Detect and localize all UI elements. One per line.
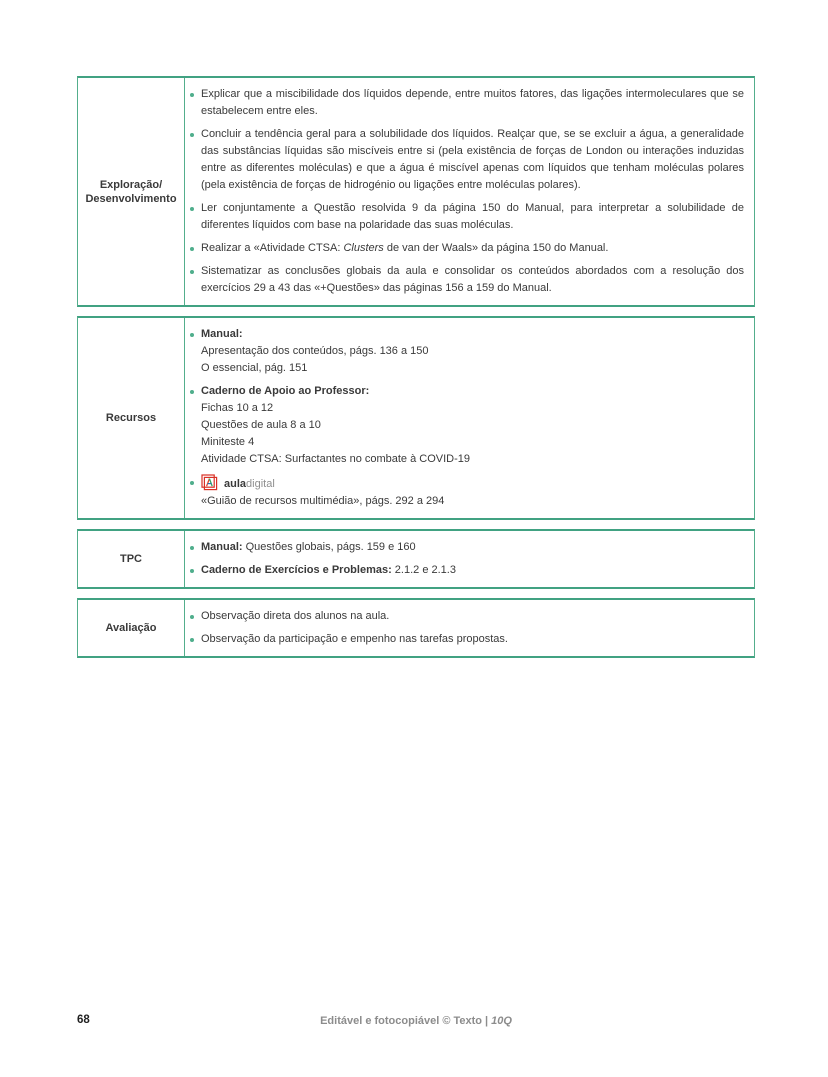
bullet-icon xyxy=(190,638,194,642)
row-label-line: Exploração/ xyxy=(99,178,163,191)
text-run: 2.1.2 e 2.1.3 xyxy=(391,564,456,576)
page-number: 68 xyxy=(77,1014,90,1026)
bullet-subline: «Guião de recursos multimédia», págs. 292 a 294 xyxy=(201,495,445,507)
text-run: Caderno de Exercícios e Problemas: xyxy=(201,564,392,576)
text-run: Clusters xyxy=(343,242,384,254)
bullet-item xyxy=(185,126,744,194)
row-label-tpc xyxy=(78,531,185,587)
section-tpc xyxy=(77,529,755,589)
bullet-item xyxy=(185,200,744,234)
bullet-item xyxy=(185,383,744,468)
page-footer xyxy=(77,1015,755,1031)
bullet-text xyxy=(201,539,744,556)
text-run: Ler conjuntamente a Questão resolvida 9 da página 150 do Manual, para interpretar a solubilidade de diferentes líquidos com base na polaridade das suas moléculas. xyxy=(201,202,744,231)
bullet-text xyxy=(201,86,744,120)
row-content xyxy=(185,78,754,305)
bullet-item xyxy=(185,240,744,257)
bullet-text xyxy=(201,562,744,579)
bullet-icon xyxy=(190,93,194,97)
row-label-line: Recursos xyxy=(105,412,157,424)
text-run: Questões globais, págs. 159 e 160 xyxy=(242,541,416,553)
text-run: Realizar a «Atividade CTSA: xyxy=(201,242,344,254)
bullet-item xyxy=(185,539,744,556)
text-run: Manual: xyxy=(201,541,243,553)
bullet-text xyxy=(201,263,744,297)
section-avaliacao xyxy=(77,598,755,658)
section-recursos xyxy=(77,316,755,520)
bullet-subline: Fichas 10 a 12 xyxy=(201,402,274,414)
text-run: digital xyxy=(246,478,275,490)
row-label-avaliacao xyxy=(78,600,185,656)
bullet-item xyxy=(185,631,744,648)
bullet-item xyxy=(185,474,744,510)
text-run: Observação direta dos alunos na aula. xyxy=(201,610,390,622)
text-run: Caderno de Apoio ao Professor: xyxy=(201,385,370,397)
bullet-icon xyxy=(190,390,194,394)
bullet-text xyxy=(201,126,744,194)
section-exploracao-desenvolvimento xyxy=(77,76,755,307)
row-content xyxy=(185,318,754,518)
text-run: de van der Waals» da página 150 do Manual. xyxy=(383,242,609,254)
bullet-text xyxy=(201,326,744,343)
bullet-icon xyxy=(190,207,194,211)
bullet-subline: Apresentação dos conteúdos, págs. 136 a 150 xyxy=(201,345,429,357)
bullet-item xyxy=(185,562,744,579)
bullet-icon xyxy=(190,481,194,485)
aula-digital-logo-icon xyxy=(201,474,218,491)
bullet-item xyxy=(185,263,744,297)
bullet-icon xyxy=(190,270,194,274)
bullet-icon xyxy=(190,569,194,573)
text-run: Manual: xyxy=(201,328,243,340)
bullet-item xyxy=(185,326,744,377)
text-run: Concluir a tendência geral para a solubilidade dos líquidos. Realçar que, se se excluir a água, a generalidade das substâncias líquidas são miscíveis entre si (pela existência de forças de London ou interações induzidas entre as diferentes moléculas) e que a água é miscível apenas com líquidos que tenham moléculas polares (pela existência de forças de hidrogénio ou ligações entre moléculas polares). xyxy=(201,128,744,191)
text-run: Explicar que a miscibilidade dos líquidos depende, entre muitos fatores, das ligações intermoleculares que se estabelecem entre eles. xyxy=(201,88,744,117)
row-content xyxy=(185,531,754,587)
bullet-text xyxy=(201,474,744,493)
bullet-text xyxy=(201,383,744,400)
bullet-icon xyxy=(190,133,194,137)
bullet-icon xyxy=(190,247,194,251)
lesson-plan-tables xyxy=(77,76,755,667)
bullet-item xyxy=(185,608,744,625)
bullet-subline: O essencial, pág. 151 xyxy=(201,362,308,374)
bullet-text xyxy=(201,608,744,625)
bullet-subline: Questões de aula 8 a 10 xyxy=(201,419,321,431)
text-run: aula xyxy=(224,478,247,490)
bullet-text xyxy=(201,631,744,648)
footer-edition: 10Q xyxy=(491,1015,512,1027)
row-label-line: TPC xyxy=(120,553,142,565)
bullet-icon xyxy=(190,333,194,337)
row-label-line: Avaliação xyxy=(105,622,157,634)
bullet-subline: Miniteste 4 xyxy=(201,436,255,448)
bullet-icon xyxy=(190,546,194,550)
bullet-icon xyxy=(190,615,194,619)
bullet-item xyxy=(185,86,744,120)
row-label-exploracao-desenvolvimento xyxy=(78,78,185,305)
bullet-text xyxy=(201,240,744,257)
bullet-text xyxy=(201,200,744,234)
footer-copyright xyxy=(77,1015,755,1027)
text-run: Observação da participação e empenho nas tarefas propostas. xyxy=(201,633,508,645)
footer-copyright-text: Editável e fotocopiável © Texto xyxy=(320,1015,483,1027)
row-content xyxy=(185,600,754,656)
text-run: Sistematizar as conclusões globais da aula e consolidar os conteúdos abordados com a resolução dos exercícios 29 a 43 das «+Questões» das páginas 156 a 159 do Manual. xyxy=(201,265,744,294)
footer-separator: | xyxy=(485,1015,489,1027)
row-label-line: Desenvolvimento xyxy=(85,192,177,205)
row-label-recursos xyxy=(78,318,185,518)
bullet-subline: Atividade CTSA: Surfactantes no combate à COVID-19 xyxy=(201,453,471,465)
